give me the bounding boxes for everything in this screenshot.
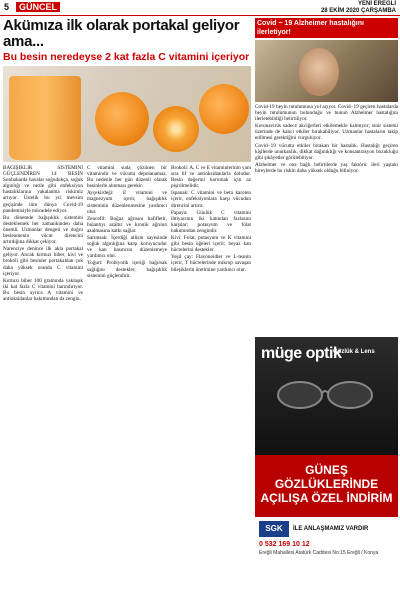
sgk-row [259, 521, 394, 537]
section-label: GÜNCEL [16, 2, 60, 12]
sgk-logo: SGK [259, 521, 289, 537]
sunglasses-icon [275, 379, 375, 411]
masthead [321, 1, 396, 15]
paragraph: Brokoli: A, C ve E vitaminlerinin yanı sıra lif ve antioksidanlarla doludur. Besin değerini korumak için az pişirilmelidir. [171, 165, 251, 190]
issue-date: 28 EKİM 2020 ÇARŞAMBA [320, 8, 396, 14]
side-article [255, 18, 398, 590]
paragraph: Ispanak: C vitamini ve beta karoten içerir, enfeksiyonlara karşı vücudun direncini artırır. [171, 190, 251, 209]
paragraph: BAĞIŞIKLIK SİSTEMİNİ GÜÇLENDİREN 14 BESİN Sonbaharda havalar soğudukça, soğuk algınlığı ve nezle gibi enfeksiyon hastalıklarına yakalanma riskimiz artıyor. Üstelik bu yıl mevsim geçişinde tüm dünya Covid-19 pandemisiyle mücadele ediyor. [3, 165, 83, 214]
banner-line-1: GÜNEŞ GÖZLÜKLERİNDE [274, 463, 379, 491]
juice-glass [9, 76, 81, 160]
paragraph: Koronavirüs sadece akciğerleri etkilemekle kalmıyor; sinir sistemi üzerinde de kalıcı etkiler bırakabiliyor. Uzmanlar hastaların takip edilmesi gerektiğini vurguluyor. [255, 123, 398, 142]
page-header [0, 0, 400, 16]
article-column-2 [87, 165, 167, 590]
paragraph: Narenciye denince ilk akla portakal geliyor. Ancak kırmızı biber, kivi ve brokoli gibi besinler portakaldan çok daha yüksek oranda C vitamini içeriyor. [3, 246, 83, 277]
orange-fruit [95, 92, 149, 146]
ad-footer [255, 517, 398, 594]
paragraph: Yoğurt: Probiyotik içeriği bağırsak sağlığını destekler, bağışıklık sistemini güçlendirir. [87, 260, 167, 279]
phone-number: 0 532 169 10 12 [259, 541, 310, 548]
paragraph: Alzheimer ve ona bağlı belirtilerde yaş faktörü: ileri yaştaki bireylerde bu riskin daha yüksek olduğu biliniyor. [255, 161, 398, 174]
paragraph: Papaya: Günlük C vitamini ihtiyacının iki katından fazlasını karşılar; potasyum ve folat bakımından zengindir. [171, 209, 251, 234]
paragraph: Sarımsak: İçerdiği allisin sayesinde soğuk algınlığına karşı koruyucudur ve kan basıncını düzenlemeye yardımcı olur. [87, 235, 167, 260]
paragraph: Covid-19 beyin tutulumuna yol açıyor. Covid−19 geçiren hastalarda beyin tutulumunun bulunduğu ve bunun Alzheimer hastalığını ilerletebildiği belirtiliyor. [255, 104, 398, 123]
orange-fruit [199, 84, 249, 134]
article-column-3 [171, 165, 251, 590]
paragraph: Zencefil: Boğaz ağrısını hafifletir, bulantıyı azaltır ve kronik ağrının azalmasına katkı sağlar. [87, 215, 167, 234]
paragraph: Yeşil çay: Flavonoidler ve L-teanin içerir, T hücrelerinde mikrop savaşan bileşiklerin üretimine yardımcı olur. [171, 254, 251, 273]
sgk-text: İLE ANLAŞMAMIZ VARDIR [293, 525, 369, 532]
paragraph: Kivi: Folat, potasyum ve K vitamini gibi besin öğeleri içerir; beyaz kan hücrelerini destekler. [171, 235, 251, 254]
ad-header [255, 337, 398, 455]
ad-logo: müge optik [261, 345, 342, 362]
paragraph: Kırmızı biber 100 gramında yaklaşık iki kat fazla C vitamini barındırıyor. Bu besin ayrıca A vitamini ve antioksidanlar bakımından da zengin. [3, 277, 83, 302]
side-article-body [255, 104, 398, 334]
article-columns [3, 165, 251, 590]
doctor-photo [255, 40, 398, 102]
paragraph: C vitamini suda çözünen bir vitamindir ve vücutta depolanamaz. Bu nedenle her gün düzenli olarak besinlerle alınması gerekir. [87, 165, 167, 190]
optician-advertisement [255, 337, 398, 594]
ad-tagline: Gözlük & Lens [333, 349, 375, 355]
ad-address: Ereğli Mahallesi Atatürk Caddesi No:15 Ereğli / Konya [259, 550, 379, 556]
main-article [3, 18, 251, 590]
banner-line-2: AÇILIŞA ÖZEL İNDİRİM [260, 491, 393, 505]
side-headline: Covid − 19 Alzheimer hastalığını ilerletiyor! [255, 18, 398, 38]
orange-slice [153, 106, 199, 152]
paragraph: Bu dönemde bağışıklık sistemini desteklemek her zamankinden daha önemli. Uzmanlar dengeli ve doğru beslenmenin vücut direncini artırdığına dikkat çekiyor. [3, 214, 83, 246]
orange-juice-photo [3, 66, 251, 162]
article-column-1 [3, 165, 83, 590]
ad-banner [255, 455, 398, 517]
article-headline: Akümıza ilk olarak portakal geliyor ama... [3, 18, 240, 50]
brand-name: YENİ EREĞLİ [357, 1, 396, 7]
article-subhead: Bu besin neredeyse 2 kat fazla C vitamini içeriyor [3, 51, 250, 63]
portrait [299, 48, 339, 96]
paragraph: Covid−19 vücutta etkiler bırakan bir hastalık. Hastalığı geçiren kişilerde unutkanlık, dikkat dağınıklığı ve konsantrasyon bozukluğu gibi şikâyetler görülebiliyor. [255, 142, 398, 161]
page-number: 5 [4, 2, 10, 12]
paragraph: Ayçekirdeği: E vitamini ve magnezyum içerir, bağışıklık sisteminin düzenlenmesine yardımcı olur. [87, 190, 167, 215]
